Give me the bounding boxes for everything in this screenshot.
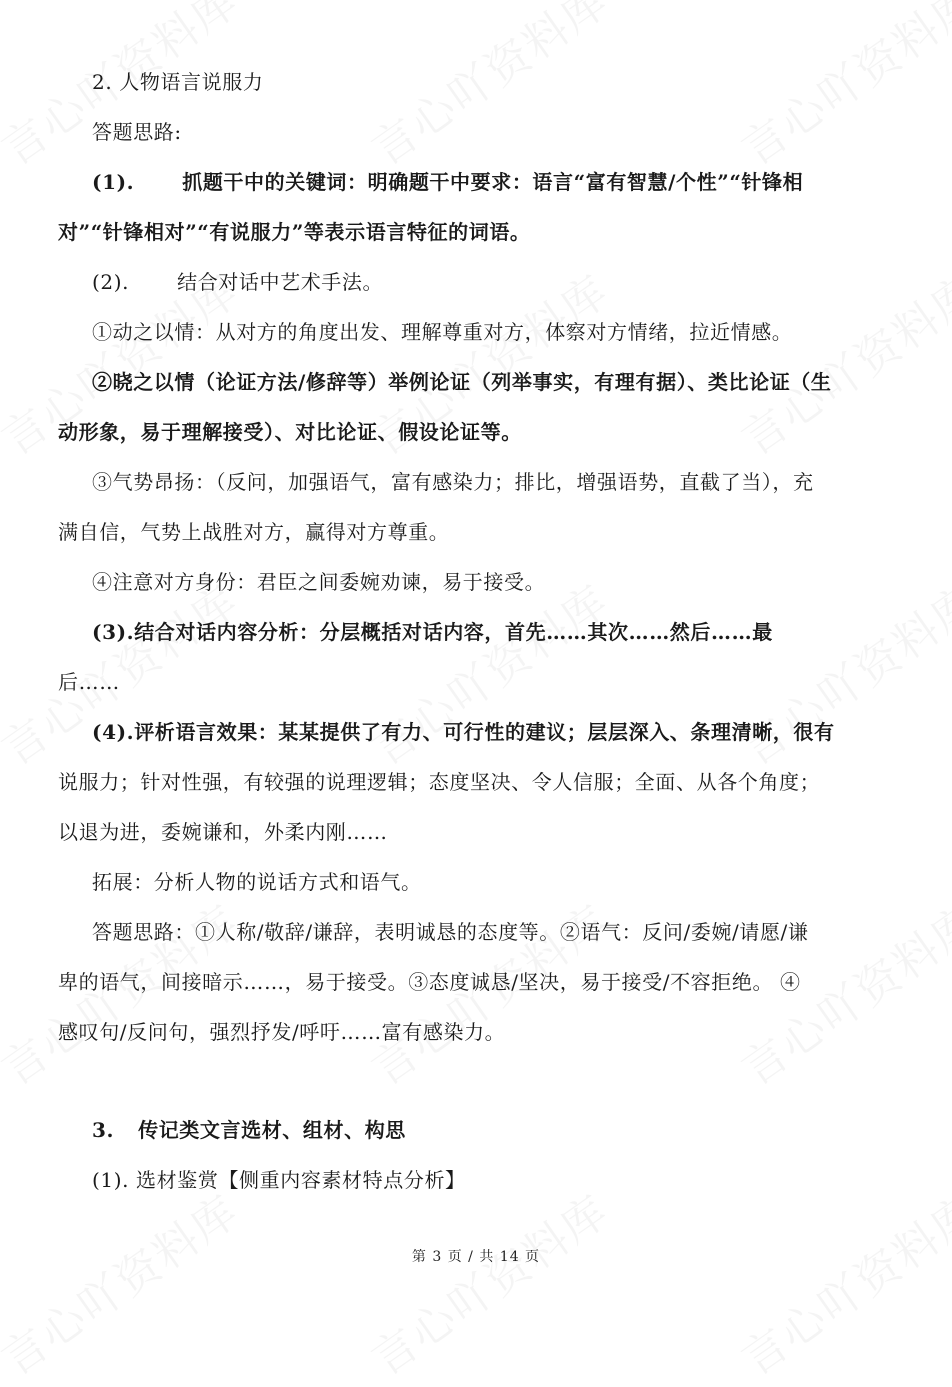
item-3-line-2: 后…… (58, 670, 120, 694)
approach-label: 答题思路: (92, 120, 182, 144)
item-4-line-3: 以退为进，委婉谦和，外柔内刚…… (58, 820, 388, 844)
item-1-line-1 (92, 168, 932, 196)
technique-3-line-1: ③气势昂扬：（反问，加强语气，富有感染力；排比，增强语势，直截了当），充 (92, 470, 814, 494)
extension: 拓展：分析人物的说话方式和语气。 (92, 870, 422, 894)
item-4-line-2: 说服力；针对性强，有较强的说理逻辑；态度坚决、令人信服；全面、从各个角度； (58, 770, 821, 794)
item-1-number: (1). (92, 170, 135, 194)
section-2-title: 2. 人物语言说服力 (92, 70, 264, 94)
extension-approach-line-2: 卑的语气，间接暗示……，易于接受。③态度诚恳/坚决，易于接受/不容拒绝。 ④ (58, 970, 801, 994)
item-4-line-1: (4).评析语言效果：某某提供了有力、可行性的建议；层层深入、条理清晰，很有 (92, 720, 835, 744)
extension-approach-line-1: 答题思路：①人称/敬辞/谦辞，表明诚恳的态度等。②语气：反问/委婉/请愿/谦 (92, 920, 809, 944)
section-3-item-1: (1). 选材鉴赏【侧重内容素材特点分析】 (92, 1168, 466, 1192)
technique-2-line-2: 动形象，易于理解接受）、对比论证、假设论证等。 (58, 420, 522, 444)
extension-approach-line-3: 感叹句/反问句，强烈抒发/呼吁……富有感染力。 (58, 1020, 506, 1044)
item-1-text: 抓题干中的关键词：明确题干中要求：语言“富有智慧/个性”“针锋相 (182, 170, 804, 194)
item-2 (92, 268, 932, 296)
section-3-title-text: 传记类文言选材、组材、构思 (138, 1118, 406, 1142)
technique-3-line-2: 满自信，气势上战胜对方，赢得对方尊重。 (58, 520, 450, 544)
section-3-title (92, 1116, 932, 1144)
section-3-number: 3. (92, 1118, 115, 1142)
item-2-number: (2). (92, 270, 130, 294)
item-1-line-2: 对”“针锋相对”“有说服力”等表示语言特征的词语。 (58, 220, 531, 244)
item-2-text: 结合对话中艺术手法。 (177, 270, 384, 294)
technique-4: ④注意对方身份：君臣之间委婉劝谏，易于接受。 (92, 570, 546, 594)
technique-1: ①动之以情：从对方的角度出发、理解尊重对方，体察对方情绪，拉近情感。 (92, 320, 793, 344)
technique-2-line-1: ②晓之以情（论证方法/修辞等）举例论证（列举事实，有理有据）、类比论证（生 (92, 370, 832, 394)
page-number-footer: 第 3 页 / 共 14 页 (411, 1249, 541, 1265)
item-3-line-1: (3).结合对话内容分析：分层概括对话内容，首先……其次……然后……最 (92, 620, 773, 644)
